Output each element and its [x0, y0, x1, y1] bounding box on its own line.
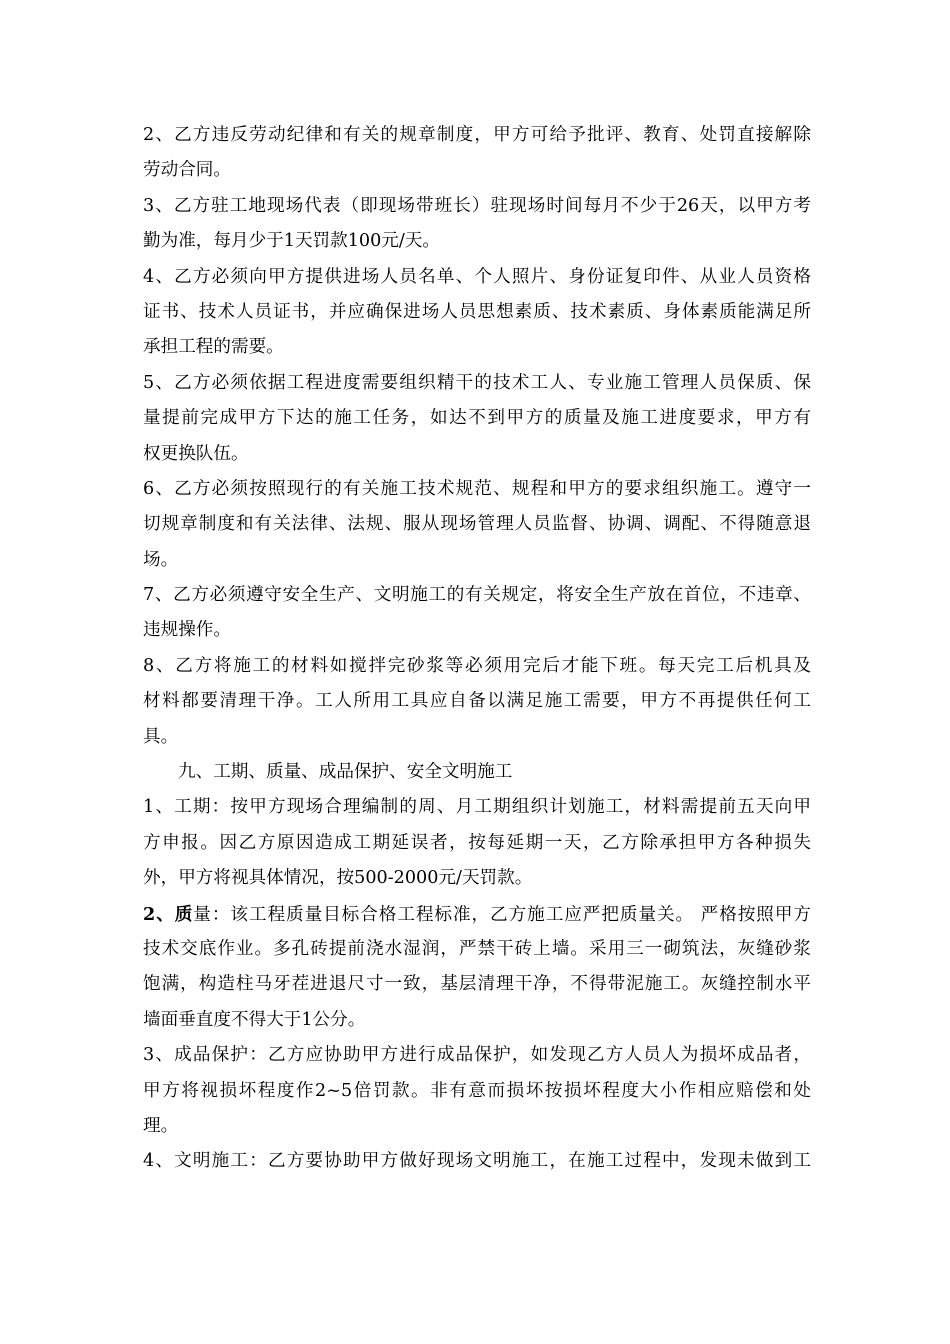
line-text: 量提前完成甲方下达的施工任务，如达不到甲方的质量及施工进度要求，甲方有	[143, 408, 811, 429]
line-text: 4、乙方必须向甲方提供进场人员名单、个人照片、身份证复印件、从业人员资格	[143, 266, 811, 287]
line-text: 1、工期：按甲方现场合理编制的周、月工期组织计划施工，材料需提前五天向甲	[143, 797, 811, 818]
text-line	[143, 472, 811, 507]
text-line	[143, 826, 811, 861]
line-text: 2、乙方违反劳动纪律和有关的规章制度，甲方可给予批评、教育、处罚直接解除	[143, 125, 811, 145]
bold-lead-text: 2、质	[143, 903, 194, 925]
line-text: 方申报。因乙方原因造成工期延误者，按每延期一天，乙方除承担甲方各种损失	[143, 832, 811, 853]
text-line	[143, 932, 811, 967]
text-line	[143, 401, 811, 436]
text-line	[143, 153, 811, 188]
text-line	[143, 330, 811, 365]
line-text: 7、乙方必须遵守安全生产、文明施工的有关规定，将安全生产放在首位，不违章、	[143, 585, 811, 606]
text-line	[143, 578, 811, 613]
line-text: 8、乙方将施工的材料如搅拌完砂浆等必须用完后才能下班。每天完工后机具及	[143, 655, 811, 676]
line-text: 劳动合同。	[143, 160, 231, 181]
line-text: 技术交底作业。多孔砖提前浇水湿润，严禁干砖上墙。采用三一砌筑法，灰缝砂浆	[143, 938, 811, 959]
text-line	[143, 1038, 811, 1073]
text-line	[143, 366, 811, 401]
line-text: 墙面垂直度不得大于1公分。	[143, 1009, 366, 1030]
text-line	[143, 613, 811, 648]
text-line	[143, 967, 811, 1002]
line-text: 材料都要清理干净。工人所用工具应自备以满足施工需要，甲方不再提供任何工	[143, 691, 811, 712]
line-text: 甲方将视损坏程度作2~5倍罚款。非有意而损坏按损坏程度大小作相应赔偿和处	[143, 1080, 811, 1101]
line-text: 证书、技术人员证书，并应确保进场人员思想素质、技术素质、身体素质能满足所	[143, 301, 811, 322]
text-line	[143, 295, 811, 330]
line-text: 承担工程的需要。	[143, 337, 284, 358]
text-line	[143, 861, 811, 896]
line-text: 勤为准，每月少于1天罚款100元/天。	[143, 231, 441, 252]
text-line	[143, 1074, 811, 1109]
text-line	[143, 1109, 811, 1144]
text-line	[143, 543, 811, 578]
text-line	[143, 897, 811, 932]
text-line	[143, 1144, 811, 1179]
line-text: 权更换队伍。	[143, 443, 249, 464]
document-body	[143, 118, 811, 1180]
line-text: 理。	[143, 1115, 179, 1136]
text-line	[143, 260, 811, 295]
section-heading	[143, 755, 811, 790]
text-line	[143, 224, 811, 259]
line-text: 5、乙方必须依据工程进度需要组织精干的技术工人、专业施工管理人员保质、保	[143, 372, 811, 393]
line-text: 量：该工程质量目标合格工程标准，乙方施工应严把质量关。 严格按照甲方	[193, 904, 811, 925]
text-line	[143, 684, 811, 719]
text-line	[143, 189, 811, 224]
text-line	[143, 720, 811, 755]
text-line	[143, 507, 811, 542]
text-line	[143, 1003, 811, 1038]
line-text: 具。	[143, 726, 179, 747]
line-text: 九、工期、质量、成品保护、安全文明施工	[178, 762, 513, 783]
line-text: 3、乙方驻工地现场代表（即现场带班长）驻现场时间每月不少于26天，以甲方考	[143, 195, 811, 216]
line-text: 场。	[143, 549, 179, 570]
line-text: 切规章制度和有关法律、法规、服从现场管理人员监督、协调、调配、不得随意退	[143, 514, 811, 535]
line-text: 外，甲方将视具体情况，按500-2000元/天罚款。	[143, 868, 533, 889]
text-line	[143, 790, 811, 825]
text-line	[143, 649, 811, 684]
line-text: 6、乙方必须按照现行的有关施工技术规范、规程和甲方的要求组织施工。遵守一	[143, 478, 811, 499]
text-line	[143, 118, 811, 153]
line-text: 饱满，构造柱马牙茬进退尺寸一致，基层清理干净，不得带泥施工。灰缝控制水平	[143, 974, 811, 995]
line-text: 违规操作。	[143, 620, 231, 641]
line-text: 4、文明施工：乙方要协助甲方做好现场文明施工，在施工过程中，发现未做到工	[143, 1151, 811, 1172]
text-line	[143, 437, 811, 472]
line-text: 3、成品保护：乙方应协助甲方进行成品保护，如发现乙方人员人为损坏成品者，	[143, 1045, 811, 1066]
